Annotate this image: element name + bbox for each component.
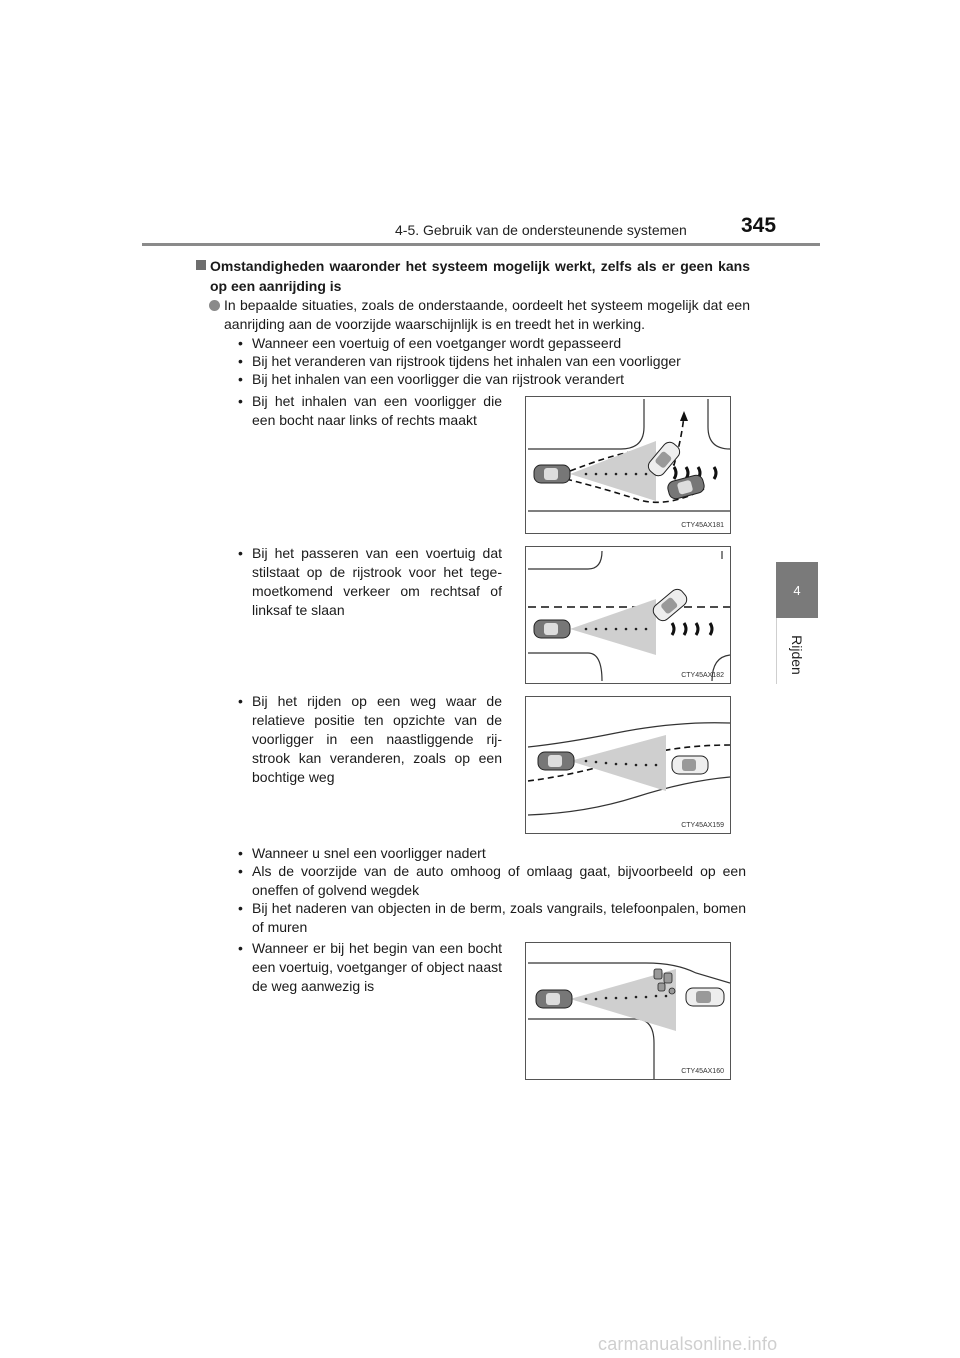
bullet-dot-icon: • xyxy=(238,845,243,861)
figure-code: CTY45AX181 xyxy=(681,522,724,529)
circle-bullet-icon xyxy=(209,300,220,311)
list-item: • Bij het passeren van een voertuig dat stilstaat op de rijstrook voor het tege-moetkomend verkeer om rechtsaf of linksaf te slaan xyxy=(238,545,502,618)
list-item: • Bij het rijden op een weg waar de relatieve positie ten opzichte van de voorligger in een naastliggende rij-strook kan veranderen, zoals op een bochtige weg xyxy=(238,693,502,785)
adjacent-lane-car-icon xyxy=(672,756,708,774)
list-item: • Bij het naderen van objecten in de berm, zoals vangrails, telefoonpalen, bomen of muren xyxy=(238,900,746,935)
watermark[interactable]: carmanualsonline.info xyxy=(598,1334,778,1354)
list-item: • Wanneer een voertuig of een voetganger wordt gepasseerd xyxy=(238,335,622,351)
own-car-icon xyxy=(534,620,570,638)
chapter-label xyxy=(775,630,819,680)
figure-code: CTY45AX160 xyxy=(681,1068,724,1075)
page-number: 345 xyxy=(741,214,777,237)
section-heading xyxy=(210,256,750,296)
illustration-curve-roadside-object xyxy=(526,943,730,1079)
figure-code: CTY45AX182 xyxy=(681,672,724,679)
list-item: • Bij het inhalen van een voorligger die van rijstrook verandert xyxy=(238,371,624,387)
adjacent-car-icon xyxy=(666,474,705,501)
illustration-overtake-turning xyxy=(526,397,730,533)
own-car-icon xyxy=(534,465,570,483)
list-item: • Bij het veranderen van rijstrook tijdens het inhalen van een voorligger xyxy=(238,353,681,369)
list-item: • Wanneer u snel een voorligger nadert xyxy=(238,845,486,861)
figure-code: CTY45AX159 xyxy=(681,822,724,829)
own-car-icon xyxy=(538,752,574,770)
chapter-tab[interactable]: 4 xyxy=(776,562,818,618)
illustration-curved-road xyxy=(526,697,730,833)
header-rule xyxy=(142,243,820,246)
list-item: • Wanneer er bij het begin van een bocht een voertuig, voetganger of object naast de weg aanwezig is xyxy=(238,940,502,994)
figure-curved-road xyxy=(525,696,731,834)
bullet-dot-icon: • xyxy=(238,371,243,387)
intro-text: In bepaalde situaties, zoals de onderstaande, oordeelt het systeem mogelijk dat een aanrijding aan de voorzijde waarschijnlijk is en treedt het in werking. xyxy=(224,297,750,332)
front-car-icon xyxy=(686,988,724,1006)
intro-paragraph xyxy=(224,296,750,334)
bullet-dot-icon: • xyxy=(238,863,243,879)
bullet-dot-icon: • xyxy=(238,900,243,916)
square-bullet-icon xyxy=(196,260,206,270)
bullet-dot-icon: • xyxy=(238,353,243,369)
figure-overtake-turning xyxy=(525,396,731,534)
figure-curve-roadside-object xyxy=(525,942,731,1080)
chapter-label-text: Rijden xyxy=(788,635,805,675)
bullet-dot-icon: • xyxy=(238,335,243,351)
bullet-dot-icon: • xyxy=(238,693,243,709)
running-header: 4-5. Gebruik van de ondersteunende systemen xyxy=(395,222,687,238)
list-item: • Als de voorzijde van de auto omhoog of omlaag gaat, bijvoorbeeld op een oneffen of golvend wegdek xyxy=(238,863,746,898)
list-item: • Bij het inhalen van een voorligger die een bocht naar links of rechts maakt xyxy=(238,393,502,428)
own-car-icon xyxy=(536,990,572,1008)
stationary-car-icon xyxy=(650,587,689,624)
bullet-dot-icon: • xyxy=(238,545,243,561)
bullet-dot-icon: • xyxy=(238,393,243,409)
illustration-stationary-turning-vehicle xyxy=(526,547,730,683)
section-heading-text: Omstandigheden waaronder het systeem mogelijk werkt, zelfs als er geen kans op een aanrijding is xyxy=(210,258,750,294)
bullet-dot-icon: • xyxy=(238,940,243,956)
figure-stationary-turning-vehicle xyxy=(525,546,731,684)
